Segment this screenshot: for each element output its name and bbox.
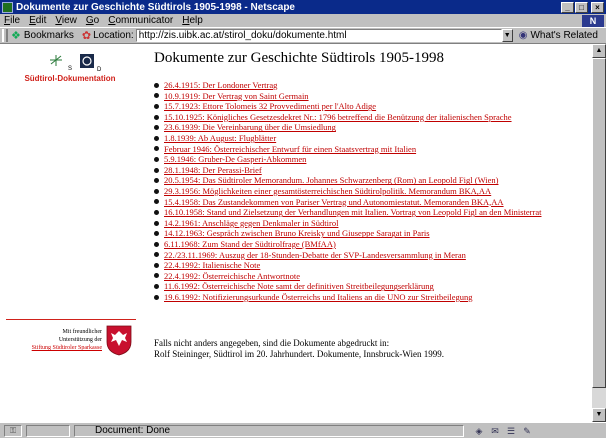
- list-item: [154, 218, 541, 229]
- document-link[interactable]: 15.7.1923: Ettore Tolomeis 32 Provvedimenti per l'Alto Adige: [164, 101, 377, 112]
- scroll-up-button[interactable]: ▲: [592, 44, 606, 58]
- document-link[interactable]: 15.10.1925: Königliches Gesetzesdekret Nr.: 1796 betreffend die Benützung der italienischen Sprache: [164, 111, 512, 122]
- document-link[interactable]: 22.4.1992: Italienische Note: [164, 260, 261, 271]
- bullet-icon: [154, 157, 159, 162]
- list-item: [154, 154, 541, 165]
- location-toolbar: [0, 27, 606, 44]
- document-link[interactable]: 28.1.1948: Der Perassi-Brief: [164, 164, 262, 175]
- whats-related-button[interactable]: [519, 30, 598, 41]
- source-note-line-1: Falls nicht anders angegeben, sind die Dokumente abgedruckt in:: [154, 338, 390, 348]
- progress-bar: [26, 425, 70, 437]
- list-item: [154, 91, 541, 102]
- bullet-icon: [154, 221, 159, 226]
- document-link[interactable]: 26.4.1915: Der Londoner Vertrag: [164, 80, 278, 90]
- component-bar: [472, 425, 536, 437]
- bullet-icon: [154, 273, 159, 278]
- list-item: [154, 175, 541, 186]
- window-titlebar: [0, 0, 606, 14]
- list-item: [154, 165, 541, 176]
- svg-text:D: D: [97, 67, 102, 73]
- document-link[interactable]: 15.4.1958: Das Zustandekommen von Pariser Vertrag und Autonomiestatut. Memoranden BKA,AA: [164, 196, 504, 207]
- document-link[interactable]: 19.6.1992: Notifizierungsurkunde Österreichs und Italiens an die UNO zur Streitbeilegung: [164, 291, 473, 302]
- bullet-icon: [154, 284, 159, 289]
- security-lock-icon[interactable]: ⚿: [4, 425, 22, 437]
- list-item: [154, 144, 541, 155]
- list-item: [154, 239, 541, 250]
- suedtirol-dokumentation-logo-text: Südtirol-Dokumentation: [24, 74, 116, 83]
- scroll-down-button[interactable]: ▼: [592, 408, 606, 422]
- menu-go[interactable]: Go: [85, 15, 100, 26]
- url-history-dropdown[interactable]: ▼: [502, 29, 513, 42]
- netscape-app-icon: [2, 2, 13, 13]
- document-link[interactable]: 22.4.1992: Österreichische Antwortnote: [164, 270, 300, 281]
- list-item: [154, 80, 541, 91]
- document-link[interactable]: 6.11.1968: Zum Stand der Südtirolfrage (BMfAA): [164, 238, 336, 249]
- bullet-icon: [154, 104, 159, 109]
- menu-communicator[interactable]: Communicator: [108, 15, 174, 26]
- list-item: [154, 228, 541, 239]
- bullet-icon: [154, 146, 159, 151]
- discussion-icon[interactable]: ☰: [506, 425, 516, 436]
- list-item: [154, 250, 541, 261]
- sponsor-line-1: Mit freundlicher: [62, 329, 102, 335]
- netscape-throbber-icon: N: [582, 15, 604, 27]
- list-item: [154, 292, 541, 303]
- document-link[interactable]: 16.10.1958: Stand und Zielsetzung der Verhandlungen mit Italien. Vortrag von Leopold Figl an den Ministerrat: [164, 207, 542, 218]
- status-bar: [0, 422, 606, 438]
- tirol-eagle-crest-icon: [106, 324, 132, 356]
- bullet-icon: [154, 125, 159, 130]
- bookmark-icon[interactable]: ❖: [11, 30, 21, 42]
- toolbar-grip[interactable]: [2, 29, 8, 42]
- url-input[interactable]: [136, 29, 502, 42]
- list-item: [154, 133, 541, 144]
- scroll-thumb[interactable]: [592, 58, 606, 388]
- list-item: [154, 271, 541, 282]
- sidebar-divider: [6, 319, 136, 320]
- page-title: Dokumente zur Geschichte Südtirols 1905-1998: [154, 50, 444, 66]
- bullet-icon: [154, 83, 159, 88]
- main-column: [154, 44, 592, 422]
- list-item: [154, 112, 541, 123]
- document-link[interactable]: 1.8.1939: Ab August: Flugblätter: [164, 132, 277, 143]
- menu-help[interactable]: Help: [182, 15, 203, 26]
- whats-related-label: What's Related: [530, 30, 598, 41]
- bullet-icon: [154, 93, 159, 98]
- document-link[interactable]: 14.2.1961: Anschläge gegen Denkmaler in Südtirol: [164, 217, 339, 228]
- document-link[interactable]: 14.12.1963: Gespräch zwischen Bruno Kreisky und Giuseppe Saragat in Paris: [164, 228, 430, 239]
- location-label: Location:: [93, 30, 134, 41]
- bullet-icon: [154, 189, 159, 194]
- source-note: [154, 338, 584, 360]
- document-link[interactable]: 29.3.1956: Möglichkeiten einer gesamtösterreichischen Südtirolpolitik. Memorandum BKA,AA: [164, 185, 492, 196]
- bullet-icon: [154, 210, 159, 215]
- bullet-icon: [154, 295, 159, 300]
- svg-text:S: S: [68, 66, 73, 72]
- composer-icon[interactable]: ✎: [523, 425, 531, 436]
- mail-icon[interactable]: ✉: [491, 425, 499, 436]
- document-link[interactable]: 20.5.1954: Das Südtiroler Memorandum. Johannes Schwarzenberg (Rom) an Leopold Figl (Wien): [164, 175, 499, 186]
- bullet-icon: [154, 231, 159, 236]
- status-text: Document: Done: [74, 425, 464, 437]
- bullet-icon: [154, 242, 159, 247]
- list-item: [154, 260, 541, 271]
- sidebar: [0, 44, 140, 422]
- document-link[interactable]: 11.6.1992: Österreichische Note samt der definitiven Streitbeilegungserklärung: [164, 281, 434, 292]
- list-item: [154, 101, 541, 112]
- vertical-scrollbar[interactable]: [592, 44, 606, 422]
- document-link[interactable]: 5.9.1946: Gruber-De Gasperi-Abkommen: [164, 154, 307, 165]
- document-link[interactable]: 23.6.1939: Die Vereinbarung über die Umsiedlung: [164, 122, 336, 133]
- sponsor-link[interactable]: Stiftung Südtiroler Sparkasse: [31, 345, 102, 351]
- whats-related-icon: ◉: [518, 30, 528, 41]
- list-item: [154, 197, 541, 208]
- suedtirol-logo-icon: [46, 52, 106, 74]
- document-link[interactable]: 10.9.1919: Der Vertrag von Saint Germain: [164, 90, 309, 101]
- source-note-line-2: Rolf Steininger, Südtirol im 20. Jahrhundert. Dokumente, Innsbruck-Wien 1999.: [154, 349, 444, 359]
- minimize-button[interactable]: _: [561, 2, 574, 13]
- maximize-button[interactable]: □: [575, 2, 588, 13]
- location-icon: ✿: [81, 30, 92, 42]
- menu-edit[interactable]: Edit: [29, 15, 47, 26]
- document-list: [154, 80, 541, 302]
- list-item: [154, 186, 541, 197]
- bullet-icon: [154, 263, 159, 268]
- document-link[interactable]: 22./23.11.1969: Auszug der 18-Stunden-Debatte der SVP-Landesversammlung in Meran: [164, 249, 466, 260]
- close-button[interactable]: ×: [591, 2, 604, 13]
- bullet-icon: [154, 252, 159, 257]
- menu-bar: [0, 14, 606, 27]
- document-link[interactable]: Februar 1946: Österreichischer Entwurf für einen Staatsvertrag mit Italien: [164, 143, 417, 154]
- bullet-icon: [154, 136, 159, 141]
- bookmarks-button[interactable]: Bookmarks: [23, 30, 74, 41]
- navigator-icon[interactable]: ◈: [475, 425, 483, 436]
- window-title: Dokumente zur Geschichte Südtirols 1905-1998 - Netscape: [16, 1, 295, 13]
- bullet-icon: [154, 178, 159, 183]
- menu-view[interactable]: View: [55, 15, 77, 26]
- bullet-icon: [154, 115, 159, 120]
- sponsor-notice: [4, 328, 102, 352]
- bullet-icon: [154, 168, 159, 173]
- sponsor-line-2: Unterstützung der: [58, 337, 102, 343]
- list-item: [154, 281, 541, 292]
- bullet-icon: [154, 199, 159, 204]
- list-item: [154, 122, 541, 133]
- page-content: [0, 44, 592, 422]
- list-item: [154, 207, 541, 218]
- menu-file[interactable]: File: [4, 15, 21, 26]
